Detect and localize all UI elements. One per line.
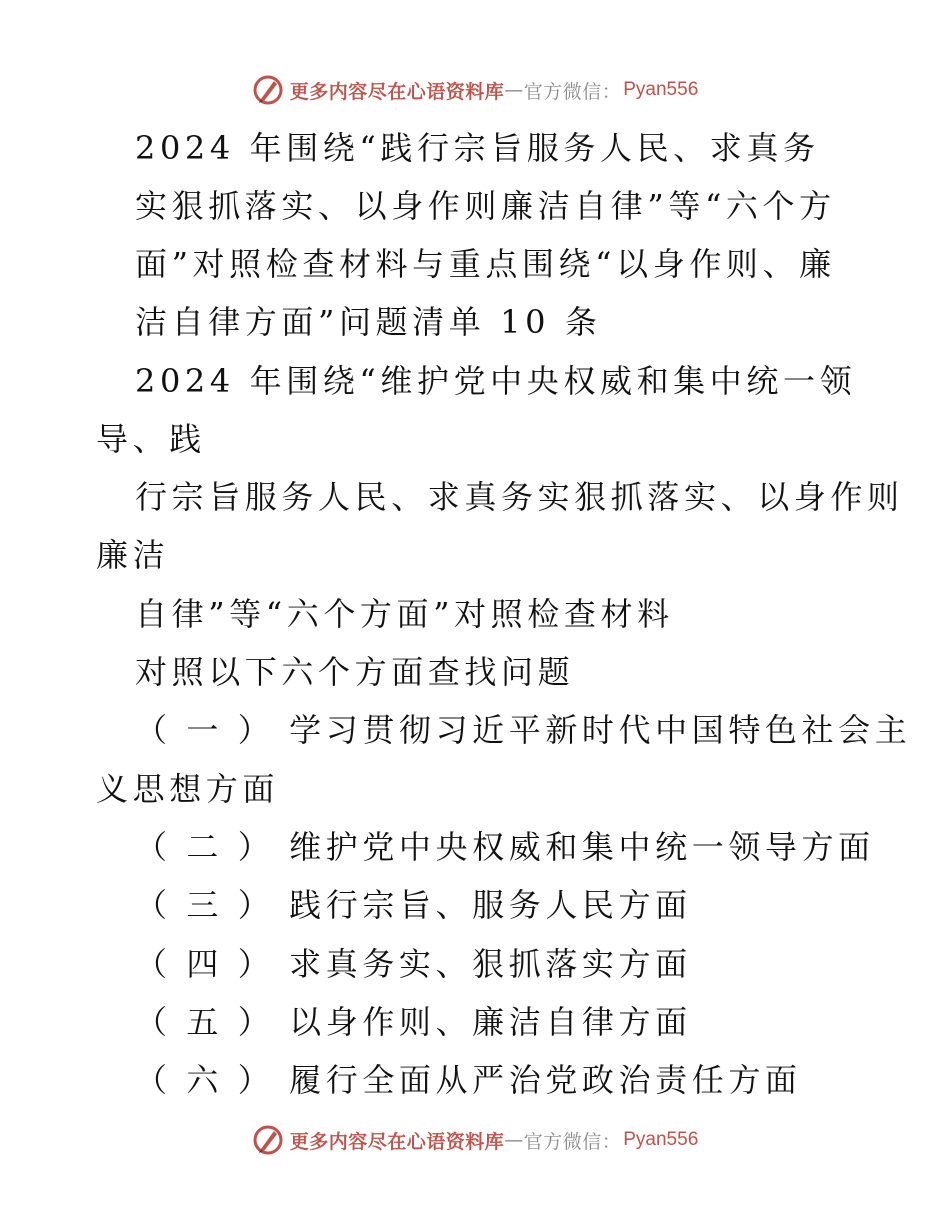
quill-pen-circle-icon bbox=[252, 1124, 284, 1156]
doc-title-line-2: 实狠抓落实、以身作则廉洁自律”等“六个方 bbox=[135, 187, 836, 225]
list-item-1-line-2: 义思想方面 bbox=[96, 770, 280, 808]
list-item-6: （ 六 ） 履行全面从严治党政治责任方面 bbox=[135, 1061, 802, 1099]
watermark-brand: 更多内容尽在心语资料库 bbox=[289, 1130, 505, 1153]
doc-subtitle-line-2: 导、践 bbox=[96, 420, 206, 458]
doc-title-line-4: 洁自律方面”问题清单 10 条 bbox=[135, 303, 602, 341]
footer-watermark bbox=[0, 1120, 950, 1160]
doc-subtitle-line-3: 行宗旨服务人民、求真务实狠抓落实、以身作则 bbox=[135, 478, 904, 516]
watermark-dash: — bbox=[504, 1129, 524, 1151]
watermark-wechat-id: Pyan556 bbox=[623, 79, 699, 100]
quill-pen-circle-icon bbox=[252, 74, 284, 106]
list-item-4: （ 四 ） 求真务实、狠抓落实方面 bbox=[135, 945, 692, 983]
doc-title-line-1: 2024 年围绕“践行宗旨服务人民、求真务 bbox=[135, 129, 820, 167]
header-watermark bbox=[0, 70, 950, 110]
doc-title-line-3: 面”对照检查材料与重点围绕“以身作则、廉 bbox=[135, 245, 836, 283]
watermark-wechat-id: Pyan556 bbox=[623, 1129, 699, 1150]
list-item-1-line-1: （ 一 ） 学习贯彻习近平新时代中国特色社会主 bbox=[135, 711, 912, 749]
doc-subtitle-line-1: 2024 年围绕“维护党中央权威和集中统一领 bbox=[135, 362, 857, 400]
watermark-brand: 更多内容尽在心语资料库 bbox=[289, 80, 505, 103]
list-item-2: （ 二 ） 维护党中央权威和集中统一领导方面 bbox=[135, 828, 875, 866]
list-item-3: （ 三 ） 践行宗旨、服务人民方面 bbox=[135, 886, 692, 924]
doc-intro-line: 对照以下六个方面查找问题 bbox=[135, 653, 575, 691]
doc-subtitle-line-4: 廉洁 bbox=[96, 536, 170, 574]
watermark-official: 官方微信： bbox=[523, 1130, 622, 1153]
watermark-dash: — bbox=[504, 79, 524, 101]
watermark-official: 官方微信： bbox=[523, 80, 622, 103]
doc-subtitle-line-5: 自律”等“六个方面”对照检查材料 bbox=[135, 595, 674, 633]
list-item-5: （ 五 ） 以身作则、廉洁自律方面 bbox=[135, 1003, 692, 1041]
